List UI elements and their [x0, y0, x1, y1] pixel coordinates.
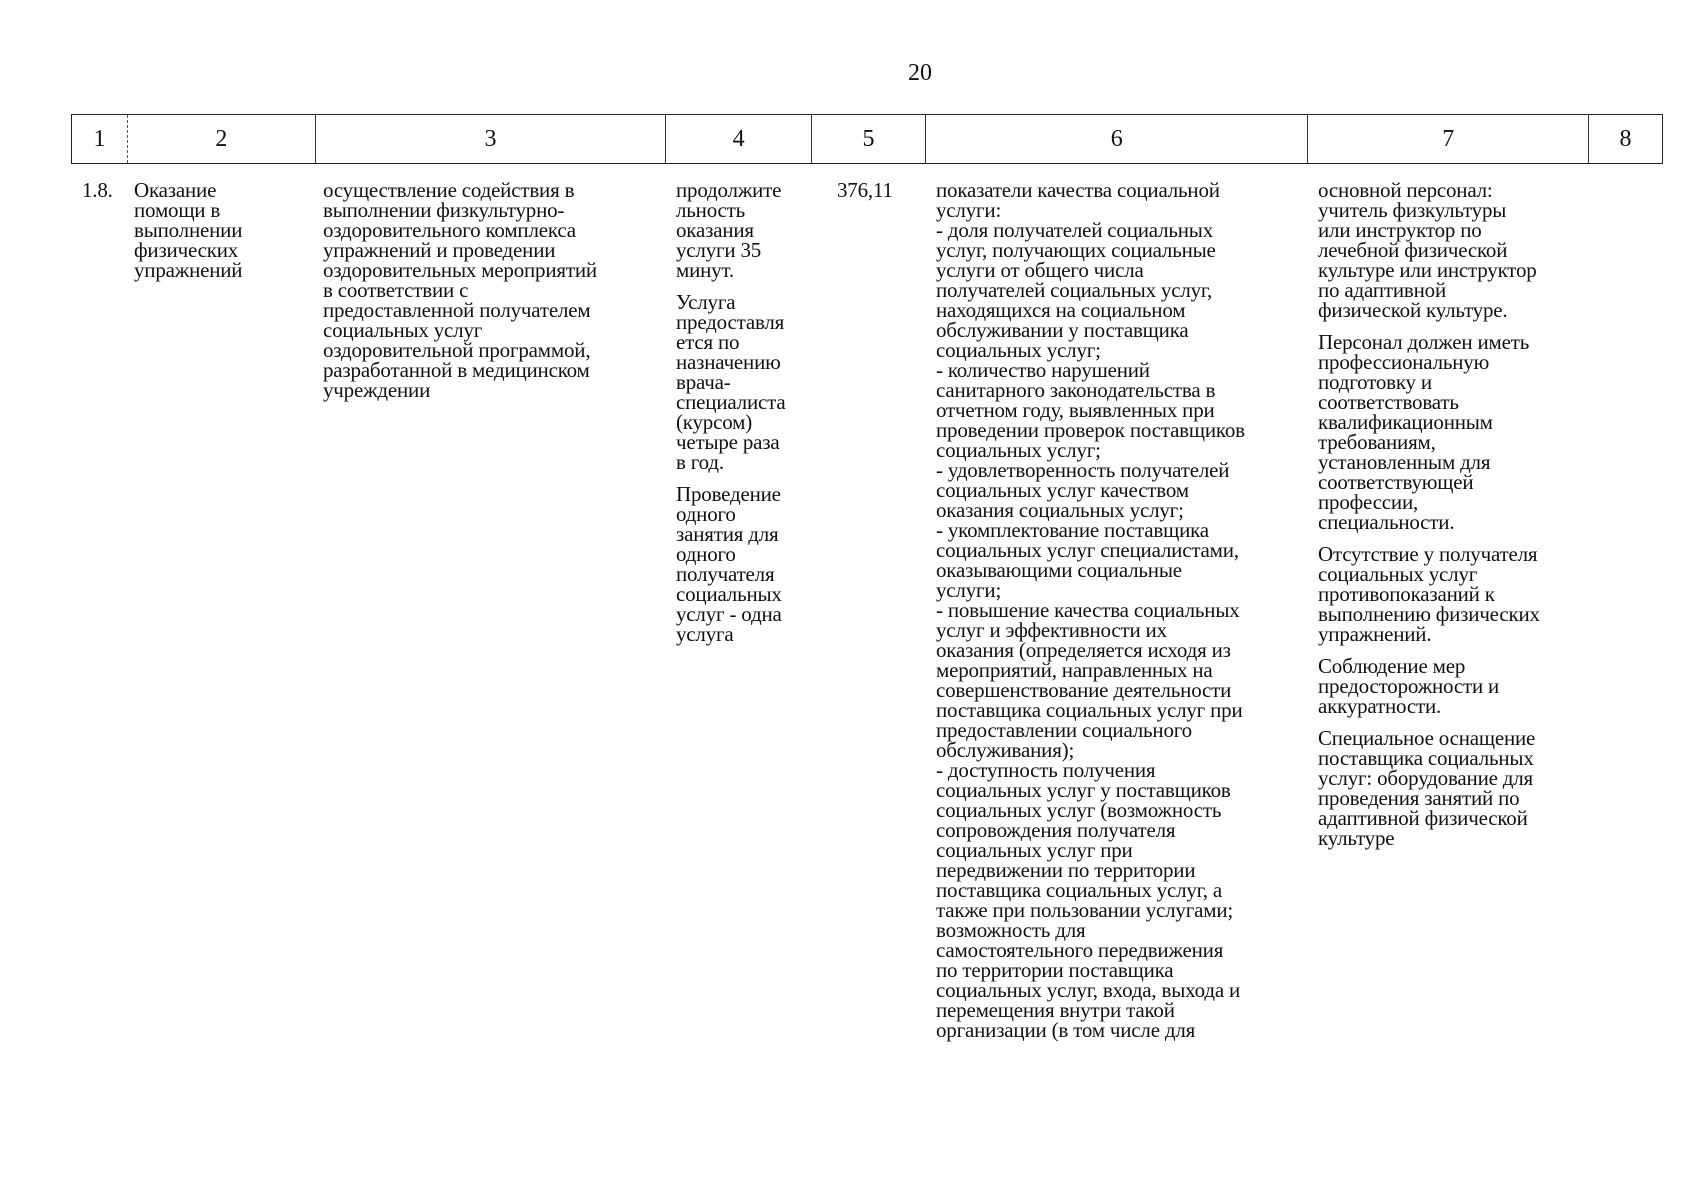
conditions-paragraph: Специальное оснащение поставщика социальных услуг: оборудование для проведения занятий по адаптивной физической культуре — [1318, 726, 1536, 850]
duration-paragraph: Услуга предоставля ется по назначению врача- специалиста (курсом) четыре раза в год. — [676, 290, 786, 474]
row-number-text: 1.8. — [82, 178, 113, 202]
conditions-paragraph: основной персонал: учитель физкультуры или инструктор по лечебной физической культуре или инструктор по адаптивной физической культуре. — [1318, 178, 1537, 322]
column-number-header — [71, 114, 1663, 164]
duration-paragraph: продолжите льность оказания услуги 35 минут. — [676, 178, 782, 282]
conditions-paragraph: Персонал должен иметь профессиональную подготовку и соответствовать квалификационным требованиям, установленным для соответствующей профессии, специальности. — [1318, 330, 1530, 534]
header-col-5: 5 — [812, 115, 926, 163]
service-description-cell — [323, 180, 663, 412]
conditions-paragraph: Соблюдение мер предосторожности и аккуратности. — [1318, 654, 1500, 718]
duration-paragraph: Проведение одного занятия для одного получателя социальных услуг - одна услуга — [676, 482, 782, 646]
service-name-cell — [134, 180, 314, 292]
header-col-8: 8 — [1619, 125, 1632, 152]
service-conditions-cell — [1318, 180, 1618, 860]
header-col-7: 7 — [1308, 115, 1589, 163]
service-price-cell — [837, 180, 927, 212]
header-col-2: 2 — [128, 115, 316, 163]
quality-indicators: показатели качества социальной услуги: - доля получателей социальных услуг, получающих социальные услуги от общего числа получателей социальных услуг, находящихся на социальном обслуживании у поставщика социальных услуг; - количество нарушений санитарного законодательства в отчетном году, выявленных при проведении проверок поставщиков социальных услуг; - удовлетворенность получателей социальных услуг качеством оказания социальных услуг; - укомплектование поставщика социальных услуг специалистами, оказывающими социальные услуги; - повышение качества социальных услуг и эффективности их оказания (определяется исходя из мероприятий, направленных на совершенствование деятельности поставщика социальных услуг при предоставлении социального обслуживания); - доступность получения социальных услуг у поставщиков социальных услуг (возможность сопровождения получателя социальных услуг при передвижении по территории поставщика социальных услуг, а также при пользовании услугами; возможность для самостоятельного передвижения по территории поставщика социальных услуг, входа, выхода и перемещения внутри такой организации (в том числе для — [936, 178, 1245, 1042]
row-number — [82, 180, 132, 212]
conditions-paragraph: Отсутствие у получателя социальных услуг противопоказаний к выполнению физических упражнений. — [1318, 542, 1540, 646]
quality-indicators-cell — [936, 180, 1316, 1052]
page-number: 20 — [908, 60, 932, 86]
header-col-1: 1 — [72, 115, 128, 163]
header-col-6: 6 — [926, 115, 1309, 163]
service-name: Оказание помощи в выполнении физических упражнений — [134, 178, 243, 282]
service-description: осуществление содействия в выполнении физкультурно- оздоровительного комплекса упражнений и проведении оздоровительных мероприятий в соответствии с предоставленной получателем социальных услуг оздоровительной программой, разработанной в медицинском учреждении — [323, 178, 597, 402]
header-col-4: 4 — [666, 115, 812, 163]
header-col-3: 3 — [316, 115, 667, 163]
service-price: 376,11 — [837, 178, 893, 202]
service-duration-cell — [676, 180, 816, 656]
